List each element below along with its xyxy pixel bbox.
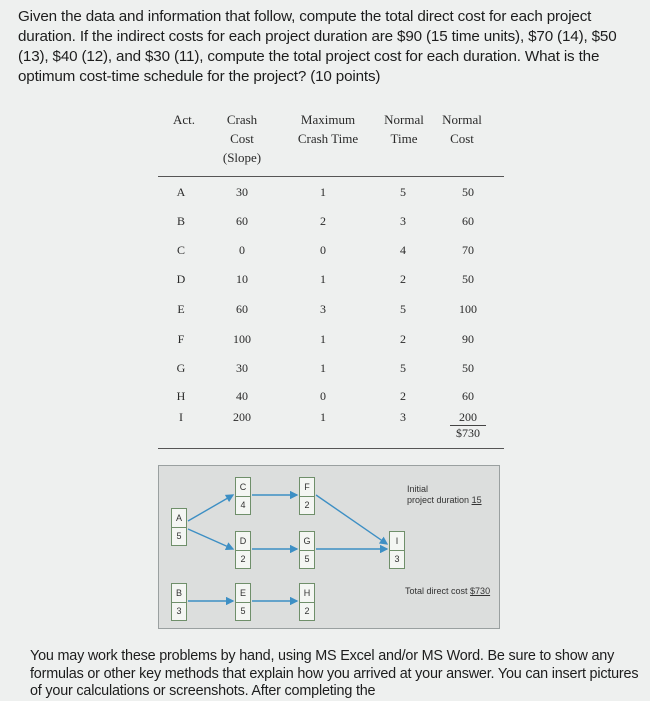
cell-time: 3 [400, 410, 406, 424]
node-h [299, 583, 315, 621]
cell-act: H [176, 389, 186, 403]
cell-cost: 90 [462, 332, 474, 346]
node-a-duration: 5 [176, 531, 182, 541]
node-h-duration: 2 [304, 606, 310, 616]
node-c-label: C [236, 478, 250, 497]
cell-time: 2 [400, 272, 406, 286]
node-i-duration: 3 [394, 554, 400, 564]
header-normal-time [374, 110, 434, 148]
cell-slope: 200 [233, 410, 251, 424]
project-network-diagram [158, 465, 500, 629]
node-h-label: H [300, 584, 314, 603]
cell-slope: 30 [236, 361, 248, 375]
cell-time: 2 [400, 389, 406, 403]
node-g-label: G [300, 532, 314, 551]
node-e-duration: 5 [240, 606, 246, 616]
cell-cost: 50 [462, 272, 474, 286]
node-c [235, 477, 251, 515]
node-e-label: E [236, 584, 250, 603]
cell-slope: 10 [236, 272, 248, 286]
cell-act: C [176, 243, 185, 257]
header-crash-cost-line2: Cost [230, 131, 254, 146]
cell-act: F [177, 332, 185, 346]
cell-cost: 50 [462, 185, 474, 199]
node-d-duration: 2 [240, 554, 246, 564]
header-normal-time-line2: Time [390, 131, 418, 146]
header-act [162, 110, 206, 129]
header-max-crash-line1: Maximum [300, 112, 356, 127]
cell-act: I [179, 410, 183, 424]
crash-cost-table [148, 100, 504, 458]
header-normal-cost [434, 110, 490, 148]
problem-statement: Given the data and information that follow, compute the total direct cost for each project duration. If the indirect costs for each project duration are $90 (15 time units), $70 (14), $50 (13), $40 (12), and $30 (11), compute the total project cost for each duration. What is the optimum cost-time schedule for the project? (10 points) [18, 8, 617, 85]
cell-slope: 0 [239, 243, 245, 257]
cell-act: E [177, 302, 185, 316]
node-b-duration: 3 [176, 606, 182, 616]
cell-act: B [176, 214, 185, 228]
cell-time: 5 [400, 302, 406, 316]
normal-cost-total: $730 [450, 425, 486, 440]
cell-slope: 40 [236, 389, 248, 403]
direct-cost-label: Total direct cost [405, 586, 468, 596]
cell-cost: 50 [462, 361, 474, 375]
header-crash-cost-line3: (Slope) [222, 150, 262, 165]
cell-slope: 100 [233, 332, 251, 346]
node-f-duration: 2 [304, 500, 310, 510]
cell-time: 5 [400, 361, 406, 375]
cell-slope: 60 [236, 214, 248, 228]
node-d [235, 531, 251, 569]
direct-cost-value: $730 [470, 586, 491, 596]
cell-slope: 60 [236, 302, 248, 316]
node-i-label: I [390, 532, 404, 551]
header-normal-cost-line1: Normal [442, 112, 482, 127]
node-i [389, 531, 405, 569]
cell-cost: 100 [459, 302, 477, 316]
cell-time: 5 [400, 185, 406, 199]
cell-time: 3 [400, 214, 406, 228]
direct-cost-note [405, 586, 490, 597]
instructions-text: You may work these problems by hand, using MS Excel and/or MS Word. Be sure to show any formulas or other key methods that explain how you arrived at your answer. You can insert pictures of your calculations or screenshots. After completing the [30, 648, 639, 699]
node-e [235, 583, 251, 621]
node-f-label: F [300, 478, 314, 497]
arrow-a-d [188, 529, 233, 549]
duration-label: project duration [407, 495, 470, 505]
cell-max: 1 [320, 361, 326, 375]
cell-time: 2 [400, 332, 406, 346]
table-bottom-rule [158, 448, 504, 449]
header-normal-time-line1: Normal [384, 112, 424, 127]
cell-max: 0 [320, 243, 326, 257]
header-act-label: Act. [172, 112, 196, 127]
node-a-label: A [172, 509, 186, 528]
arrow-f-i [316, 495, 387, 544]
cell-act: A [176, 185, 186, 199]
header-max-crash [286, 110, 370, 148]
header-crash-cost [212, 110, 272, 167]
cell-max: 3 [320, 302, 326, 316]
node-b-label: B [172, 584, 186, 603]
cell-cost: 70 [462, 243, 474, 257]
duration-line [407, 495, 482, 506]
node-a [171, 508, 187, 546]
cell-max: 0 [320, 389, 326, 403]
cell-time: 4 [400, 243, 406, 257]
initial-duration-note [407, 484, 482, 506]
cell-slope: 30 [236, 185, 248, 199]
cell-act: G [176, 361, 186, 375]
cell-act: D [176, 272, 186, 286]
duration-value: 15 [471, 495, 482, 505]
node-g-duration: 5 [304, 554, 310, 564]
header-max-crash-line2: Crash Time [297, 131, 359, 146]
cell-cost: 200 [459, 410, 477, 424]
cell-cost: 60 [462, 214, 474, 228]
cell-cost: 60 [462, 389, 474, 403]
node-f [299, 477, 315, 515]
cell-max: 1 [320, 332, 326, 346]
header-crash-cost-line1: Crash [226, 112, 258, 127]
cell-max: 2 [320, 214, 326, 228]
arrow-a-c [188, 495, 233, 521]
node-b [171, 583, 187, 621]
initial-label: Initial [407, 484, 429, 494]
cell-max: 1 [320, 185, 326, 199]
cell-max: 1 [320, 410, 326, 424]
node-d-label: D [236, 532, 250, 551]
table-top-rule [158, 176, 504, 177]
node-c-duration: 4 [240, 500, 246, 510]
header-normal-cost-line2: Cost [450, 131, 474, 146]
node-g [299, 531, 315, 569]
cell-max: 1 [320, 272, 326, 286]
